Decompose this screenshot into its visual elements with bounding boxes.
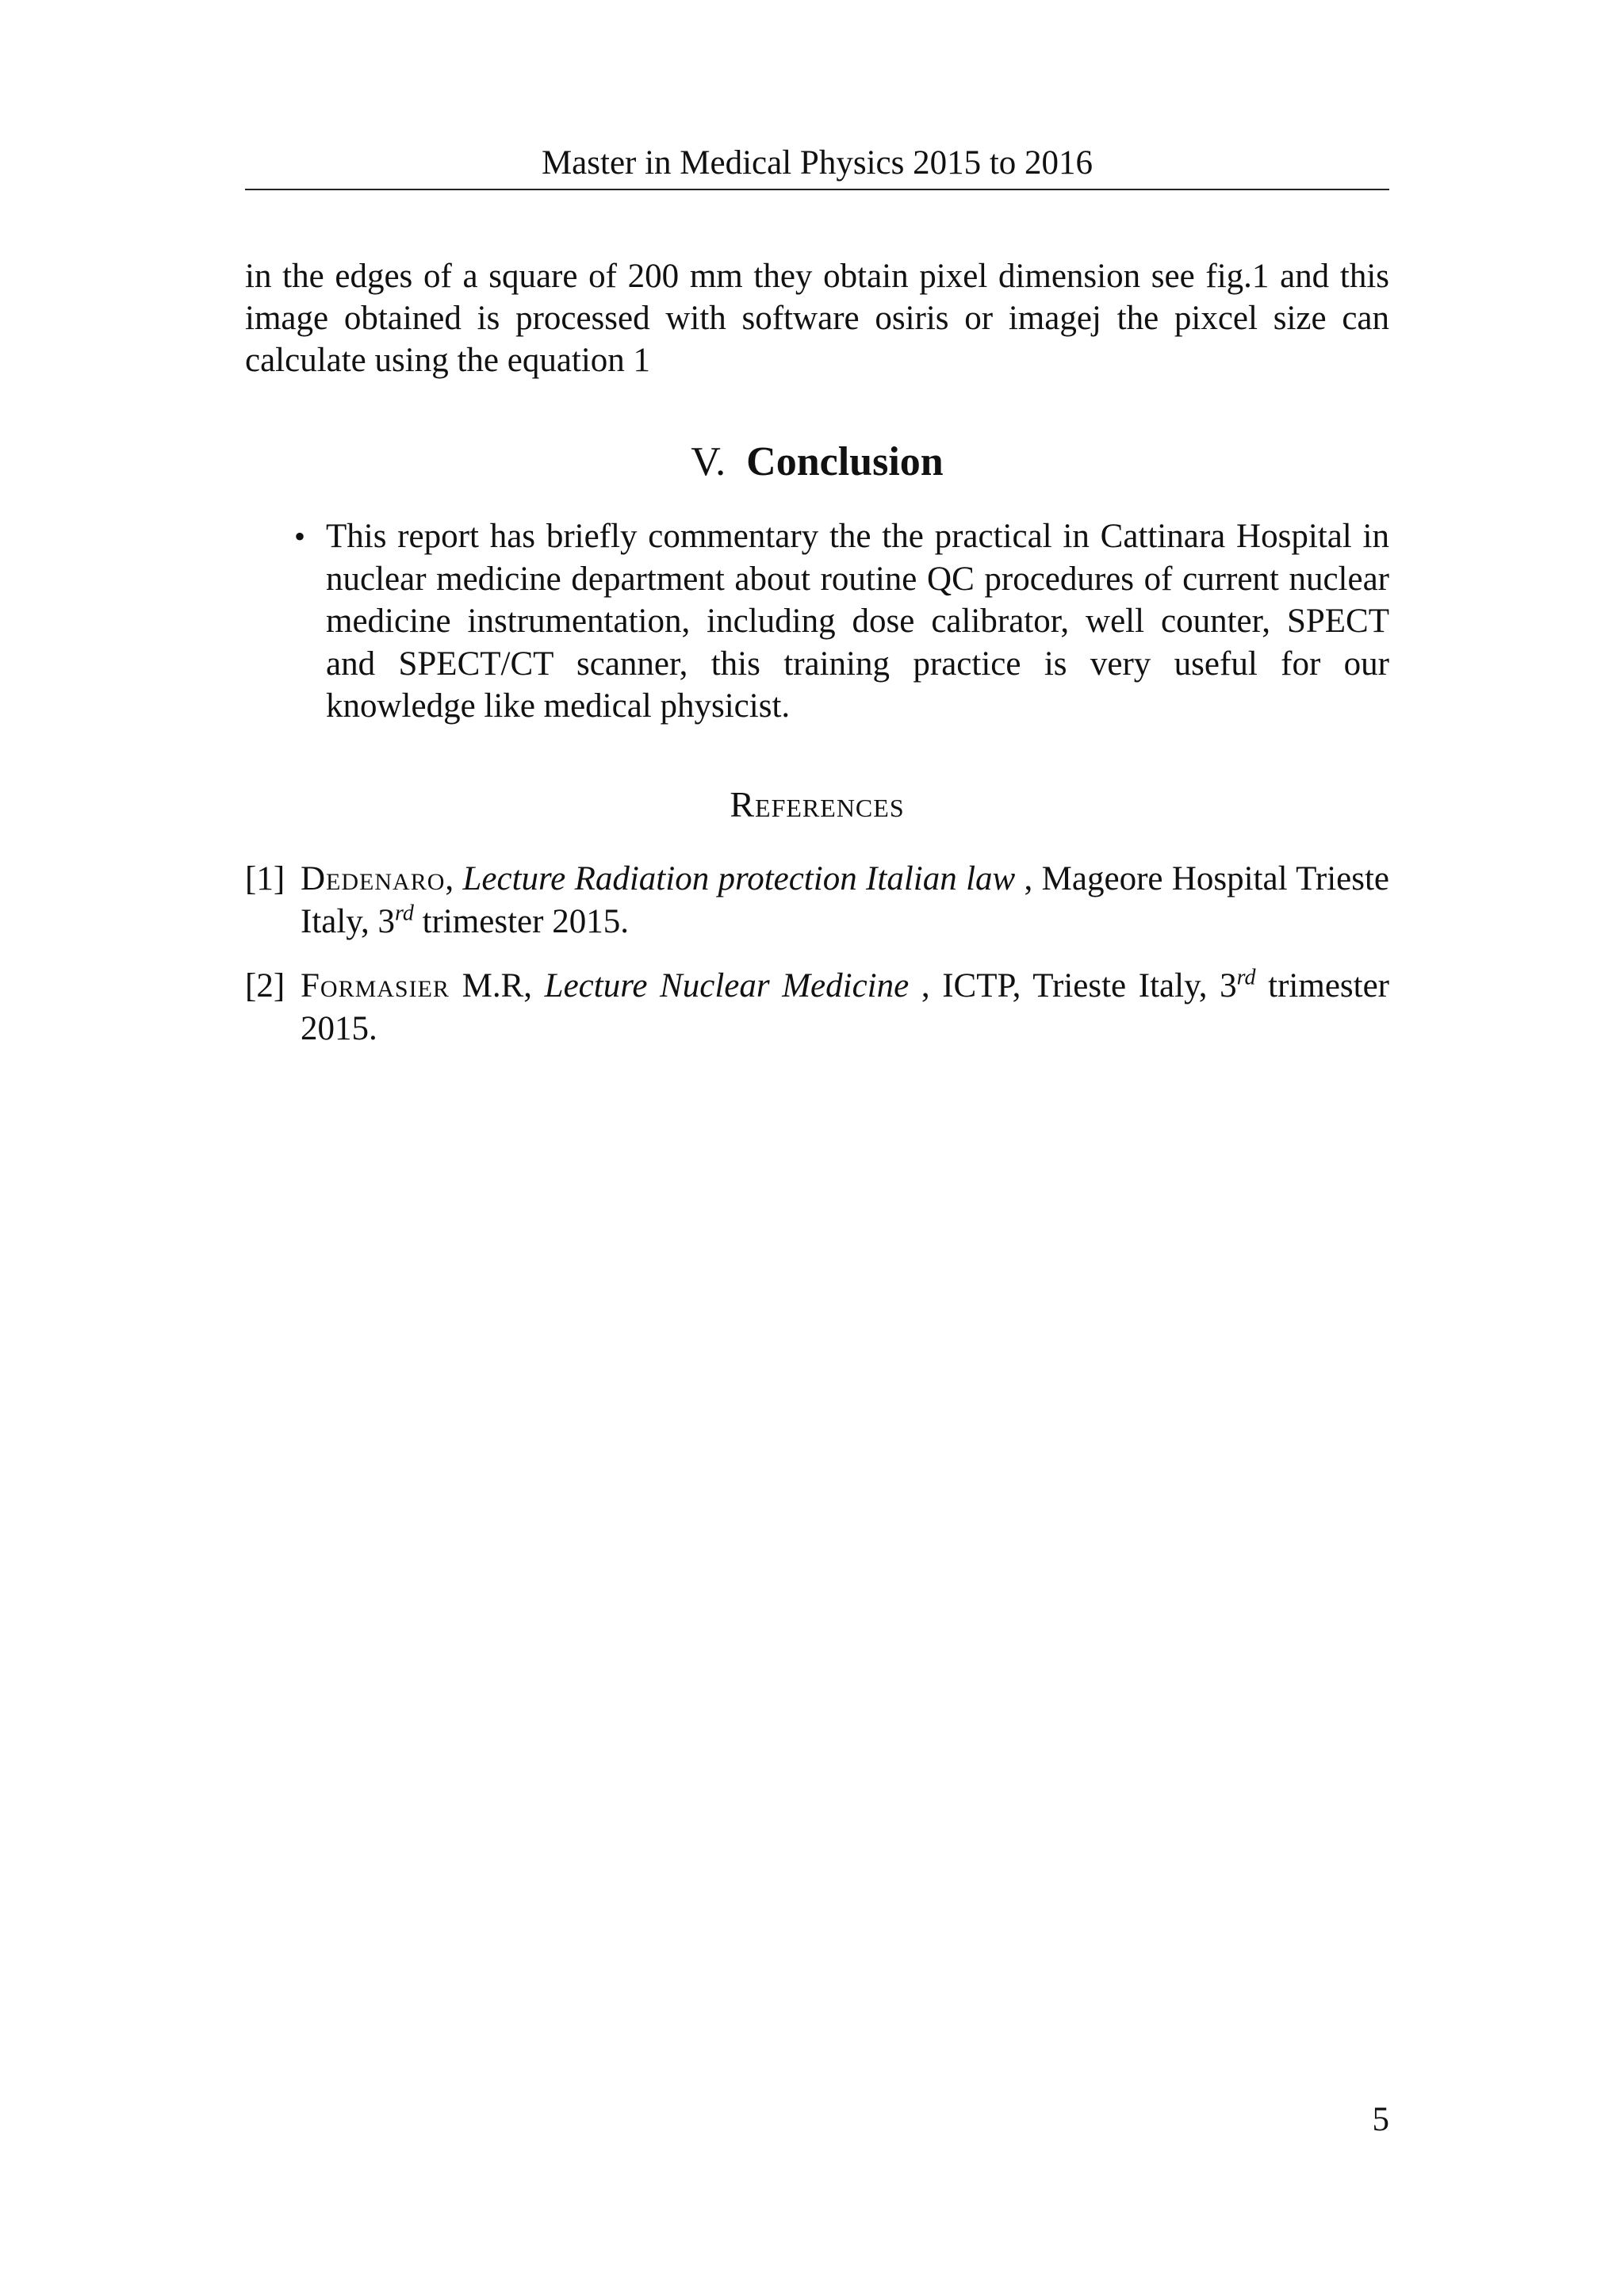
reference-title: Lecture Radiation protection Italian law [462, 860, 1016, 897]
reference-details: , ICTP, Trieste Italy, 3 [909, 967, 1237, 1004]
reference-label: [1] [245, 860, 285, 897]
conclusion-item [245, 515, 1389, 728]
reference-details: , Mageore Hospital Trieste Italy, 3 [301, 860, 1389, 940]
body-paragraph: in the edges of a square of 200 mm they obtain pixel dimension see fig.1 and this image obtained is processed with software osiris or imagej the pixcel size can calculate using the equation 1 [245, 258, 1389, 379]
reference-separator: M.R, [449, 967, 545, 1004]
page-number: 5 [1372, 2101, 1389, 2138]
reference-superscript: rd [395, 901, 414, 926]
header-rule [245, 189, 1389, 190]
reference-separator: , [445, 860, 463, 897]
reference-author: Dedenaro [301, 860, 446, 897]
reference-title: Lecture Nuclear Medicine [544, 967, 910, 1004]
reference-author: Formasier [301, 967, 450, 1004]
conclusion-list [245, 515, 1389, 728]
references-heading: References [730, 784, 905, 825]
reference-end: trimester 2015. [413, 902, 629, 940]
reference-superscript: rd [1236, 965, 1256, 990]
conclusion-text: This report has briefly commentary the the practical in Cattinara Hospital in nuclear medicine department about routine QC procedures of current nuclear medicine instrumentation, including dose calibrator, well counter, SPECT and SPECT/CT scanner, this training practice is very useful for our knowledge like medical physicist. [326, 518, 1389, 725]
reference-end: trimester 2015. [301, 967, 1390, 1047]
reference-item [245, 858, 1389, 943]
section-heading [245, 436, 1389, 488]
reference-item [245, 965, 1389, 1050]
running-header: Master in Medical Physics 2015 to 2016 [541, 144, 1094, 182]
section-title: Conclusion [746, 439, 944, 484]
reference-list [245, 858, 1389, 1072]
reference-label: [2] [245, 967, 285, 1004]
bullet-icon: • [294, 519, 306, 554]
section-number: V. [691, 439, 726, 484]
